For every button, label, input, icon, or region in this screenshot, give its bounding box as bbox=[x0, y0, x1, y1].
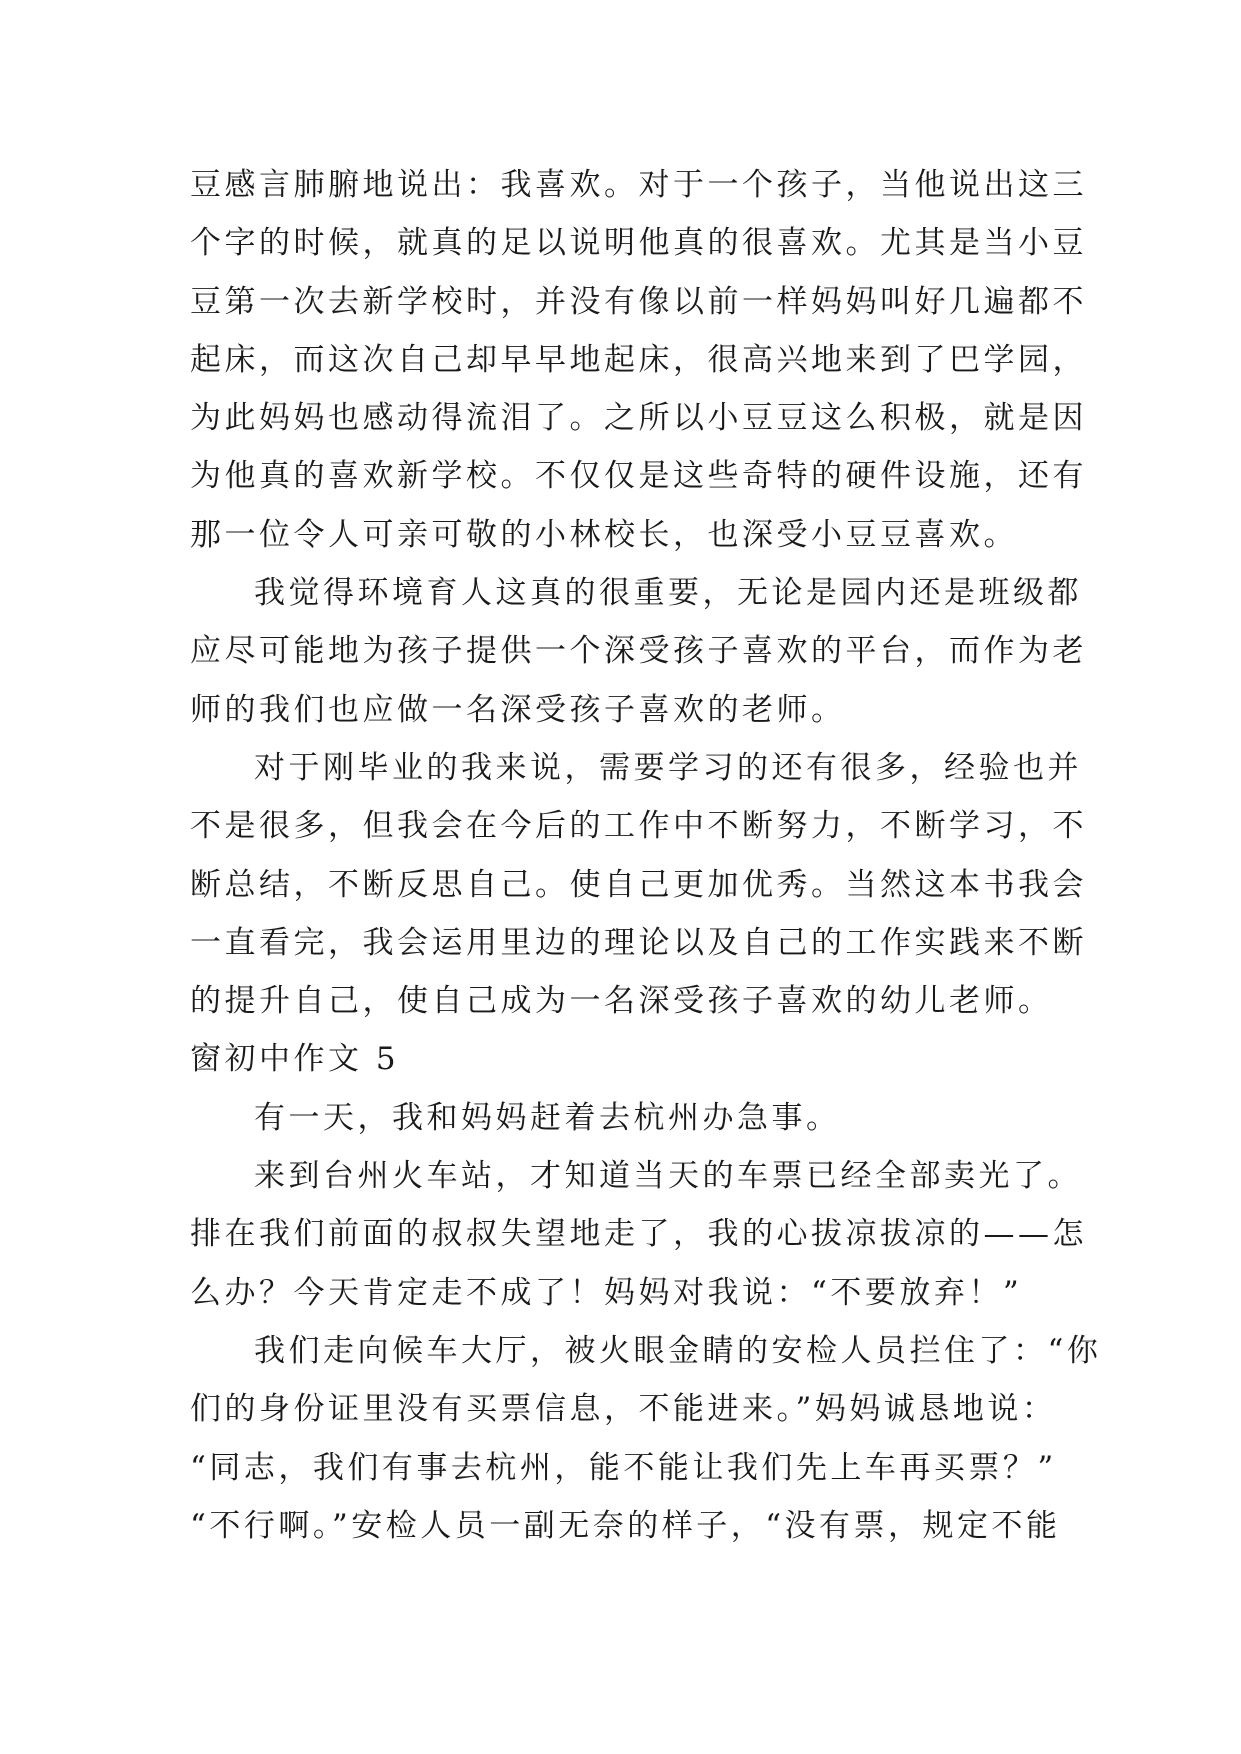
text-line: 么办？今天肯定走不成了！妈妈对我说：“不要放弃！” bbox=[190, 1274, 1023, 1311]
text-line: 豆感言肺腑地说出：我喜欢。对于一个孩子，当他说出这三 bbox=[190, 167, 1087, 203]
text-line: 一直看完，我会运用里边的理论以及自己的工作实践来不断 bbox=[190, 924, 1087, 961]
text-line: 排在我们前面的叔叔失望地走了，我的心拔凉拔凉的——怎 bbox=[190, 1216, 1087, 1253]
text-line: 对于刚毕业的我来说，需要学习的还有很多，经验也并 bbox=[254, 749, 1082, 786]
text-line: “同志，我们有事去杭州，能不能让我们先上车再买票？” bbox=[190, 1449, 1057, 1486]
text-line: 那一位令人可亲可敬的小林校长，也深受小豆豆喜欢。 bbox=[190, 516, 1018, 553]
text-line: 我们走向候车大厅，被火眼金睛的安检人员拦住了：“你 bbox=[254, 1332, 1102, 1369]
text-line: 们的身份证里没有买票信息，不能进来。”妈妈诚恳地说： bbox=[190, 1391, 1057, 1428]
text-line: 窗初中作文 5 bbox=[190, 1041, 400, 1078]
text-line: 为他真的喜欢新学校。不仅仅是这些奇特的硬件设施，还有 bbox=[190, 458, 1087, 495]
text-line: 豆第一次去新学校时，并没有像以前一样妈妈叫好几遍都不 bbox=[190, 283, 1087, 320]
text-line: 个字的时候，就真的足以说明他真的很喜欢。尤其是当小豆 bbox=[190, 225, 1087, 262]
text-line: 来到台州火车站，才知道当天的车票已经全部卖光了。 bbox=[254, 1158, 1082, 1195]
text-line: 师的我们也应做一名深受孩子喜欢的老师。 bbox=[190, 691, 846, 728]
text-line: 的提升自己，使自己成为一名深受孩子喜欢的幼儿老师。 bbox=[190, 983, 1053, 1020]
text-line: 有一天，我和妈妈赶着去杭州办急事。 bbox=[254, 1099, 841, 1136]
text-line: “不行啊。”安检人员一副无奈的样子，“没有票，规定不能 bbox=[190, 1507, 1061, 1544]
text-line: 起床，而这次自己却早早地起床，很高兴地来到了巴学园， bbox=[190, 341, 1087, 378]
text-line: 断总结，不断反思自己。使自己更加优秀。当然这本书我会 bbox=[190, 866, 1087, 903]
text-line: 应尽可能地为孩子提供一个深受孩子喜欢的平台，而作为老 bbox=[190, 633, 1087, 670]
text-line: 不是很多，但我会在今后的工作中不断努力，不断学习，不 bbox=[190, 808, 1087, 845]
body-text bbox=[190, 156, 1102, 1555]
text-line: 为此妈妈也感动得流泪了。之所以小豆豆这么积极，就是因 bbox=[190, 400, 1087, 437]
text-line: 我觉得环境育人这真的很重要，无论是园内还是班级都 bbox=[254, 575, 1082, 612]
